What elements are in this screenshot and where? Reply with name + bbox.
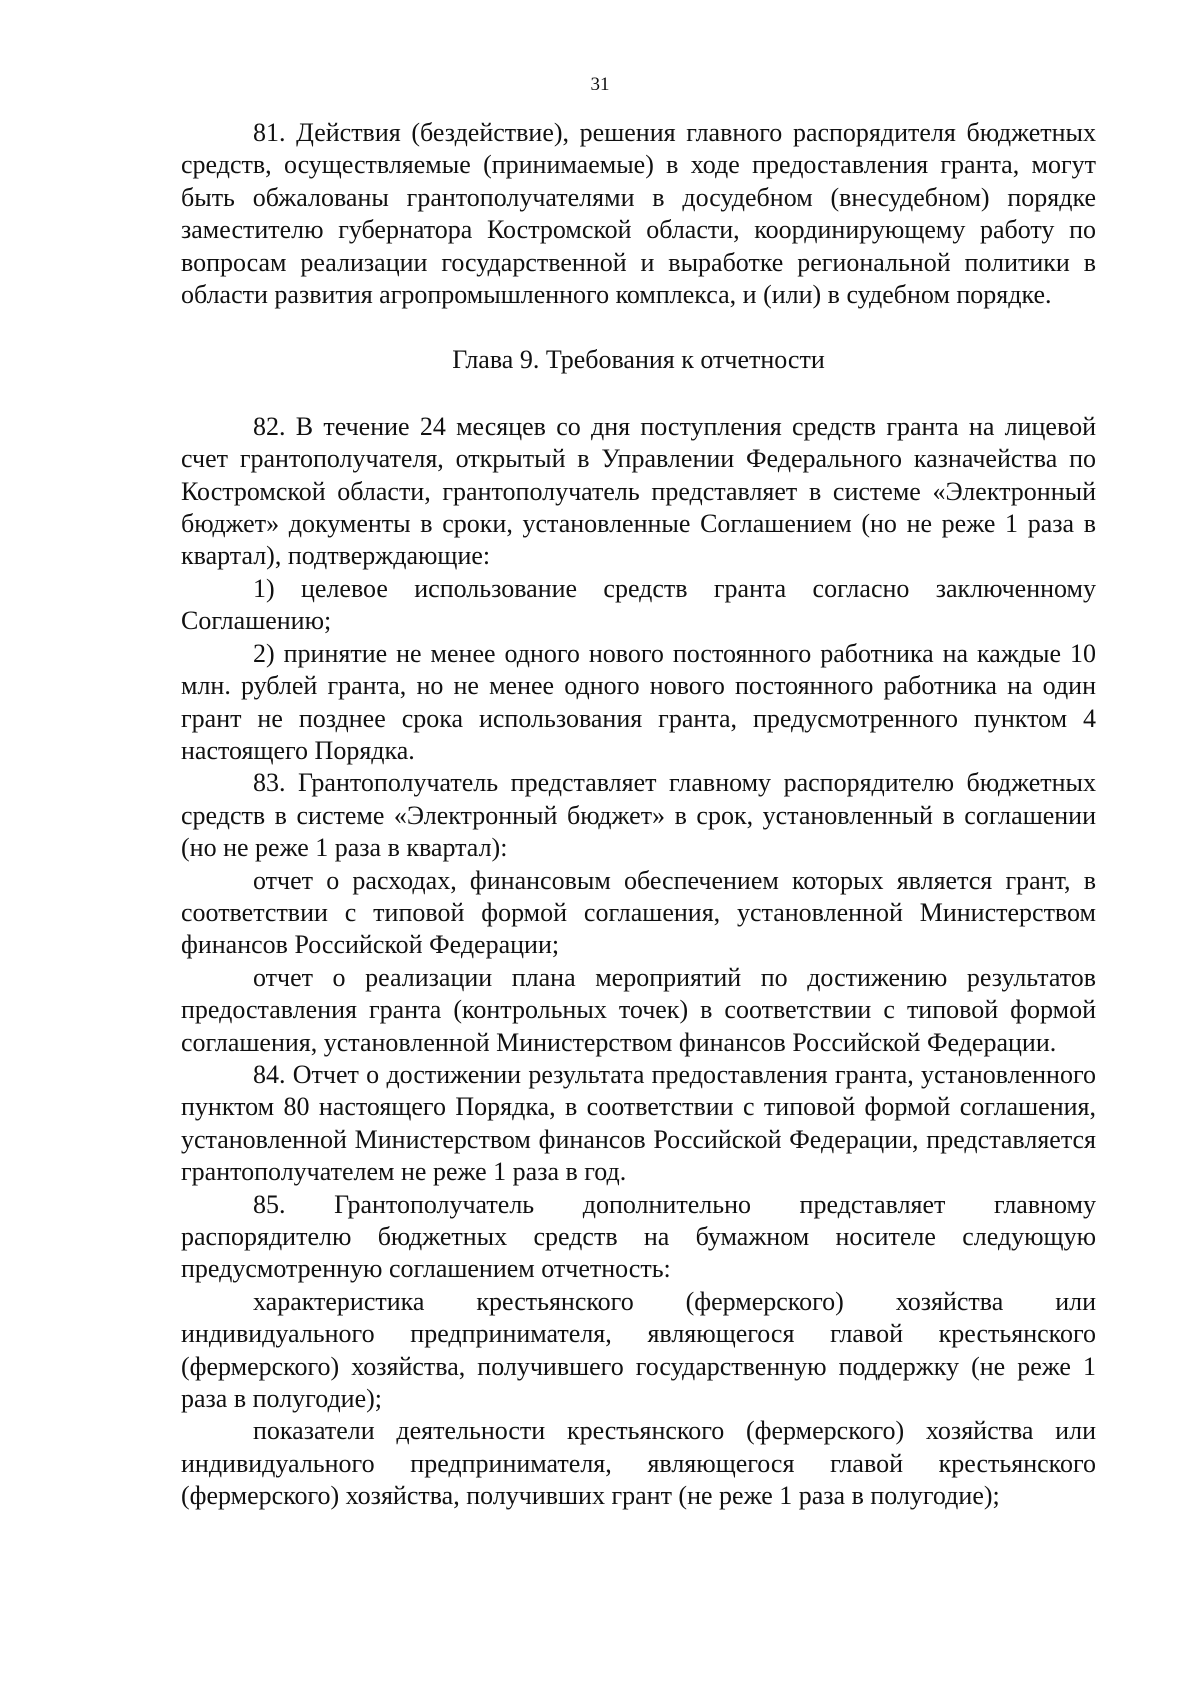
farm-indicators: показатели деятельности крестьянского (фермерского) хозяйства или индивидуального предпринимателя, являющегося главой крестьянского (фермерского) хозяйства, получивших грант (не реже 1 раза в полугодие); (181, 1416, 1096, 1511)
report-plan: отчет о реализации плана мероприятий по достижению результатов предоставления гранта (контрольных точек) в соответствии с типовой формой соглашения, установленной Министерством финансов Российской Федерации. (181, 962, 1096, 1057)
paragraph-81: 81. Действия (бездействие), решения главного распорядителя бюджетных средств, осуществляемые (принимаемые) в ходе предоставления гранта, могут быть обжалованы грантополучателями в досудебном (внесудебном) порядке заместителю губернатора Костромской области, координирующему работу по вопросам реализации государственной и выработке региональной политики в области развития агропромышленного комплекса, и (или) в судебном порядке. (181, 118, 1096, 310)
paragraph-85: 85. Грантополучатель дополнительно представляет главному распорядителю бюджетных средств на бумажном носителе следующую предусмотренную соглашением отчетность: (181, 1189, 1096, 1284)
paragraph-84: 84. Отчет о достижении результата предоставления гранта, установленного пунктом 80 настоящего Порядка, в соответствии с типовой формой соглашения, установленной Министерством финансов Российской Федерации, представляется грантополучателем не реже 1 раза в год. (181, 1059, 1096, 1187)
paragraph-83: 83. Грантополучатель представляет главному распорядителю бюджетных средств в системе «Электронный бюджет» в срок, установленный в соглашении (но не реже 1 раза в квартал): (181, 768, 1096, 863)
farm-characteristic: характеристика крестьянского (фермерского) хозяйства или индивидуального предпринимателя, являющегося главой крестьянского (фермерского) хозяйства, получившего государственную поддержку (не реже 1 раза в полугодие); (181, 1286, 1096, 1414)
paragraph-82: 82. В течение 24 месяцев со дня поступления средств гранта на лицевой счет грантополучателя, открытый в Управлении Федерального казначейства по Костромской области, грантополучатель представляет в системе «Электронный бюджет» документы в сроки, установленные Соглашением (но не реже 1 раза в квартал), подтверждающие: (181, 411, 1096, 571)
subitem-2: 2) принятие не менее одного нового постоянного работника на каждые 10 млн. рублей гранта, но не менее одного нового постоянного работника на один грант не позднее срока использования гранта, предусмотренного пунктом 4 настоящего Порядка. (181, 638, 1096, 765)
subitem-1: 1) целевое использование средств гранта согласно заключенному Соглашению; (181, 573, 1096, 636)
chapter-heading: Глава 9. Требования к отчетности (452, 345, 825, 375)
document-body (181, 117, 1096, 1513)
page-number: 31 (590, 74, 610, 95)
report-expenses: отчет о расходах, финансовым обеспечением которых является грант, в соответствии с типовой формой соглашения, установленной Министерством финансов Российской Федерации; (181, 865, 1096, 960)
